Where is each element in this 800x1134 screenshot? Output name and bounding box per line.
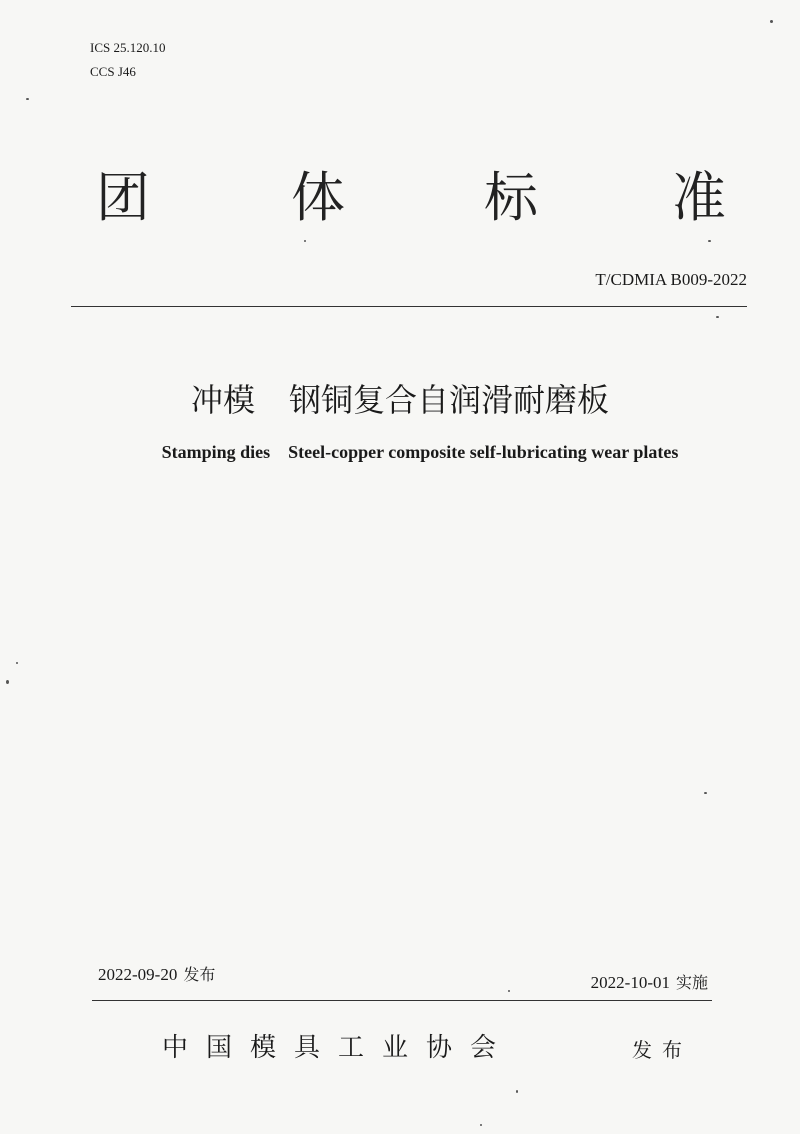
issuer-action: 发布 xyxy=(632,1038,692,1062)
scan-speck xyxy=(26,98,29,100)
doc-type-char-4: 准 xyxy=(672,166,726,229)
title-english-part-2: Steel-copper composite self-lubricating wear plates xyxy=(288,442,679,462)
implement-date-line xyxy=(591,972,708,994)
doc-type-char-3: 标 xyxy=(484,166,538,229)
issuer-name: 中国模具工业协会 xyxy=(162,1033,515,1063)
scan-speck xyxy=(708,240,711,242)
ics-code: ICS 25.120.10 xyxy=(90,40,166,55)
ccs-code: CCS J46 xyxy=(90,64,136,79)
publish-date-line xyxy=(98,964,215,986)
title-chinese-part-1: 冲模 xyxy=(190,381,255,419)
title-english-part-1: Stamping dies xyxy=(161,442,271,462)
scan-speck xyxy=(480,1124,482,1126)
doc-type-char-2: 体 xyxy=(291,166,345,229)
publish-date: 2022-09-20 xyxy=(98,965,178,984)
publish-label: 发布 xyxy=(183,965,216,984)
implement-label: 实施 xyxy=(675,973,708,992)
scan-speck xyxy=(6,680,9,684)
scan-speck xyxy=(516,1090,518,1093)
title-chinese xyxy=(0,380,800,420)
footer-divider xyxy=(92,1000,712,1001)
title-chinese-part-2: 钢铜复合自润滑耐磨板 xyxy=(289,381,610,419)
implement-date: 2022-10-01 xyxy=(590,973,670,992)
title-english xyxy=(0,440,800,464)
scan-speck xyxy=(508,990,510,992)
scan-speck xyxy=(716,316,719,318)
scan-speck xyxy=(770,20,773,23)
standard-number: T/CDMIA B009-2022 xyxy=(595,270,747,289)
scan-speck xyxy=(704,792,707,794)
doc-type-char-1: 团 xyxy=(96,166,150,229)
scan-speck xyxy=(304,240,306,242)
scan-speck xyxy=(16,662,18,664)
header-divider xyxy=(71,306,747,307)
